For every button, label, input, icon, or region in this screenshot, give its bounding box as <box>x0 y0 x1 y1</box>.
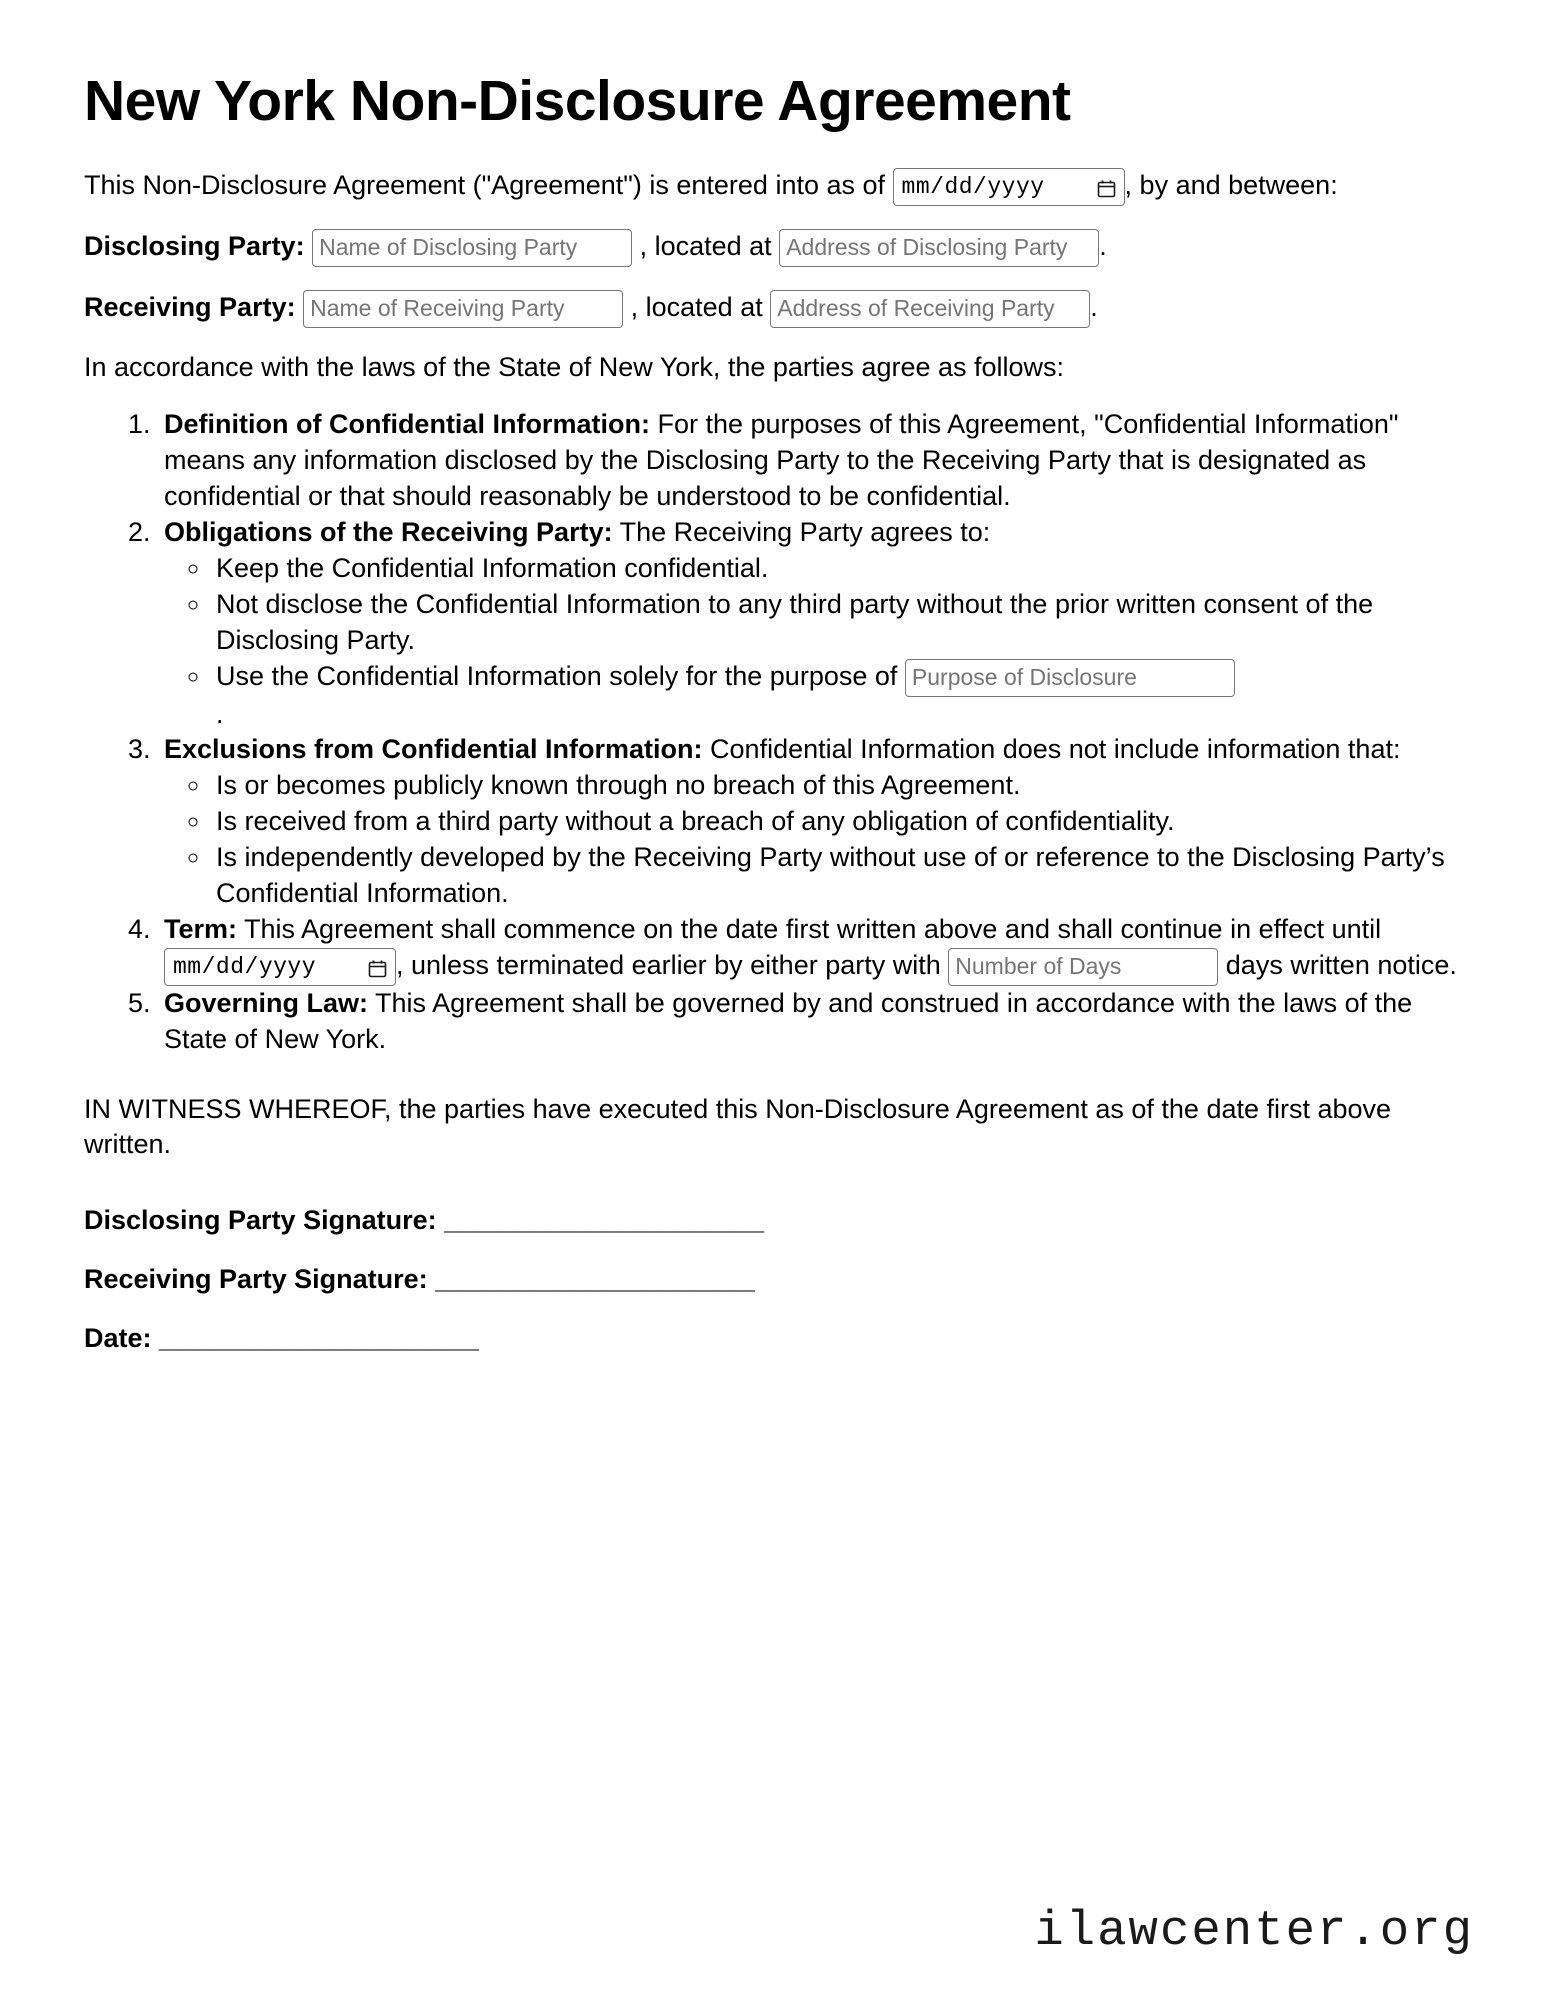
clause-item-term <box>158 912 1470 986</box>
clause-heading-governing-law: Governing Law: <box>164 987 369 1018</box>
calendar-icon[interactable] <box>368 957 387 976</box>
receiving-party-address-input[interactable] <box>770 290 1090 328</box>
number-of-days-input[interactable] <box>948 948 1218 986</box>
accordance-paragraph: In accordance with the laws of the State of New York, the parties agree as follows: <box>84 351 1065 382</box>
agreement-date-input[interactable] <box>893 168 1125 206</box>
receiving-party-signature-line <box>84 1264 1470 1295</box>
obligation-text-1: Keep the Confidential Information confidential. <box>216 552 769 583</box>
disclosing-party-label: Disclosing Party: <box>84 230 305 261</box>
signature-date-line <box>84 1323 1470 1354</box>
obligation-text-2: Not disclose the Confidential Information to any third party without the prior written consent of the Disclosing Party. <box>216 588 1374 655</box>
page-title: New York Non-Disclosure Agreement <box>84 69 1071 133</box>
clause-item-exclusions <box>158 732 1470 912</box>
term-text-after-days: days written notice. <box>1225 950 1457 981</box>
disclosing-party-name-input[interactable] <box>312 229 632 267</box>
receiving-signature-label: Receiving Party Signature: <box>84 1263 428 1294</box>
agreement-date-placeholder: mm/dd/yyyy <box>901 173 1045 200</box>
clause-list <box>84 407 1470 1058</box>
signature-date-rule[interactable]: ______________________ <box>159 1322 479 1353</box>
exclusion-text-3: Is independently developed by the Receiving Party without use of or reference to the Disclosing Party’s Confidential Information. <box>216 842 1445 909</box>
disclosing-period: . <box>1099 230 1107 261</box>
list-item <box>212 587 1470 659</box>
intro-paragraph <box>84 168 1470 206</box>
term-text-before-date: This Agreement shall commence on the date first written above and shall continue in effect until <box>244 913 1382 944</box>
term-date-placeholder: mm/dd/yyyy <box>173 953 317 980</box>
clause-body-exclusions: Confidential Information does not include information that: <box>710 734 1401 765</box>
disclosing-party-row <box>84 228 1470 267</box>
exclusion-text-2: Is received from a third party without a breach of any obligation of confidentiality. <box>216 806 1175 837</box>
disclosing-located-at-label: , located at <box>639 230 772 261</box>
receiving-party-name-input[interactable] <box>303 290 623 328</box>
signature-date-label: Date: <box>84 1322 152 1353</box>
receiving-located-at-label: , located at <box>630 291 763 322</box>
witness-paragraph: IN WITNESS WHEREOF, the parties have executed this Non-Disclosure Agreement as of the date first above written. <box>84 1093 1392 1160</box>
disclosing-party-address-input[interactable] <box>779 229 1099 267</box>
obligations-sub-list <box>164 551 1470 733</box>
list-item <box>212 768 1470 804</box>
clause-item-obligations <box>158 515 1470 733</box>
clause-body-obligations: The Receiving Party agrees to: <box>619 516 991 547</box>
clause-heading-term: Term: <box>164 913 238 944</box>
exclusions-sub-list <box>164 768 1470 912</box>
intro-text-before-date: This Non-Disclosure Agreement ("Agreement") is entered into as of <box>84 169 886 200</box>
calendar-icon[interactable] <box>1097 177 1116 196</box>
disclosing-signature-rule[interactable]: ______________________ <box>444 1204 764 1235</box>
clause-item-governing-law <box>158 986 1470 1058</box>
clause-heading-obligations: Obligations of the Receiving Party: <box>164 516 613 547</box>
purpose-text-before: Use the Confidential Information solely for the purpose of <box>216 660 898 691</box>
receiving-party-label: Receiving Party: <box>84 291 296 322</box>
purpose-of-disclosure-input[interactable] <box>905 659 1235 697</box>
list-item <box>212 804 1470 840</box>
term-end-date-input[interactable] <box>164 948 396 986</box>
receiving-period: . <box>1090 291 1098 322</box>
site-watermark: ilawcenter.org <box>1034 1903 1474 1959</box>
exclusion-text-1: Is or becomes publicly known through no breach of this Agreement. <box>216 770 1021 801</box>
receiving-party-row <box>84 289 1470 328</box>
clause-item-definition <box>158 407 1470 515</box>
term-text-after-date: , unless terminated earlier by either party with <box>396 950 941 981</box>
signature-section <box>84 1205 1470 1354</box>
receiving-signature-rule[interactable]: ______________________ <box>435 1263 755 1294</box>
list-item <box>212 551 1470 587</box>
clause-body-definition: For the purposes of this Agreement, "Confidential Information" means any information disclosed by the Disclosing Party to the Receiving Party that is designated as confidential or that should reasonably be understood to be confidential. <box>164 409 1399 512</box>
clause-body-governing-law: This Agreement shall be governed by and construed in accordance with the laws of the State of New York. <box>164 987 1413 1054</box>
list-item-purpose <box>212 659 1470 733</box>
purpose-text-after: . <box>216 698 224 729</box>
list-item <box>212 840 1470 912</box>
intro-text-after-date: , by and between: <box>1124 169 1338 200</box>
clause-heading-definition: Definition of Confidential Information: <box>164 409 650 440</box>
clause-heading-exclusions: Exclusions from Confidential Information: <box>164 734 703 765</box>
disclosing-party-signature-line <box>84 1205 1470 1236</box>
disclosing-signature-label: Disclosing Party Signature: <box>84 1204 437 1235</box>
